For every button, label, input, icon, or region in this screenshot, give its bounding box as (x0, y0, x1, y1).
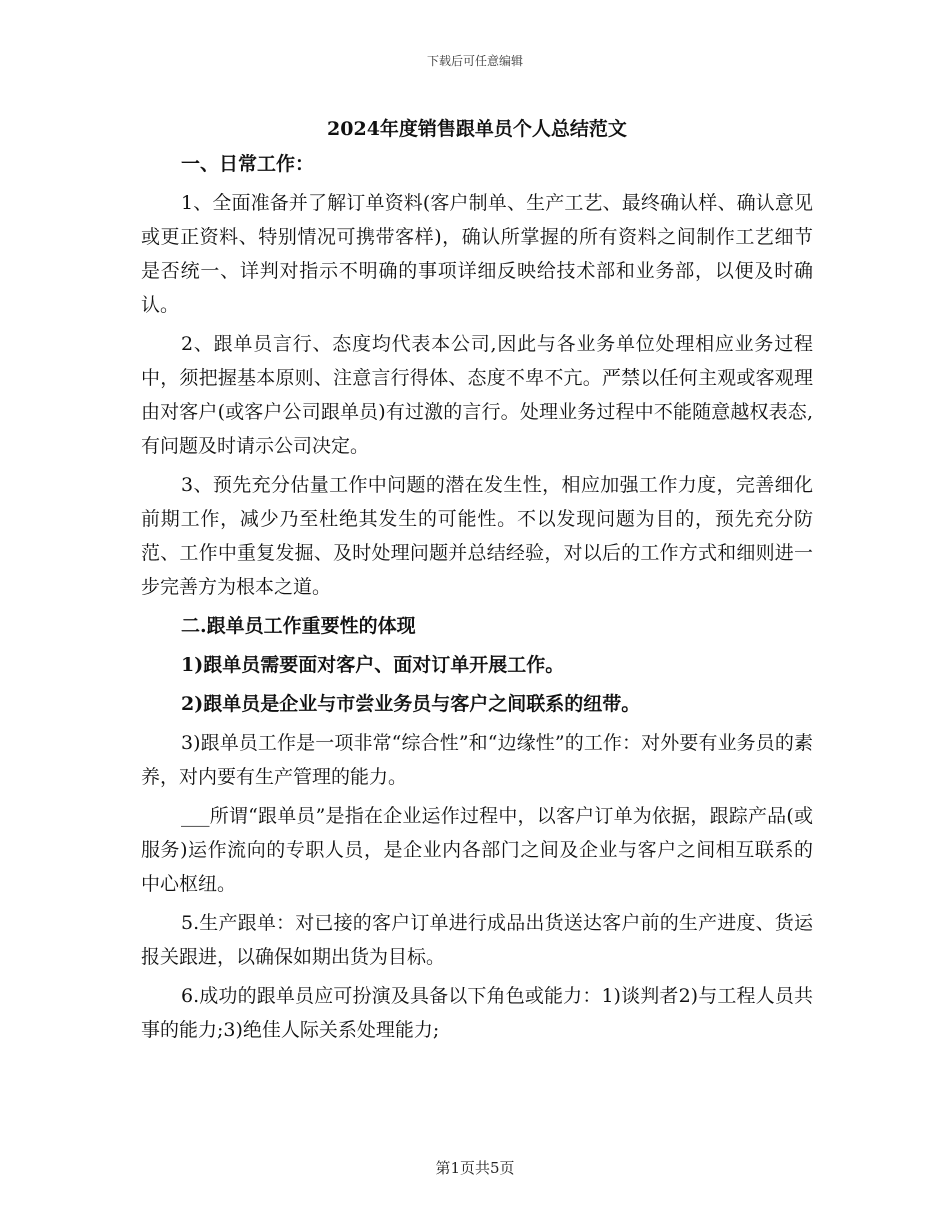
bold-item-1: 1)跟单员需要面对客户、面对订单开展工作。 (181, 654, 565, 676)
bold-item-2: 2)跟单员是企业与市尝业务员与客户之间联系的纽带。 (181, 693, 641, 715)
document-body (141, 112, 813, 1047)
section-heading-daily-work: 一、日常工作： (181, 153, 315, 175)
paragraph-4: 3)跟单员工作是一项非常“综合性”和“边缘性”的工作：对外要有业务员的素养，对内要有生产管理的能力。 (141, 732, 813, 788)
section-heading-importance: 二.跟单员工作重要性的体现 (181, 615, 416, 637)
paragraph-2: 2、跟单员言行、态度均代表本公司,因此与各业务单位处理相应业务过程中，须把握基本原则、注意言行得体、态度不卑不亢。严禁以任何主观或客观理由对客户(或客户公司跟单员)有过激的言行。处理业务过程中不能随意越权表态,有问题及时请示公司决定。 (141, 333, 813, 457)
paragraph-7: 6.成功的跟单员应可扮演及具备以下角色或能力：1)谈判者2)与工程人员共事的能力;3)绝佳人际关系处理能力; (141, 985, 813, 1041)
paragraph-5: ___所谓“跟单员”是指在企业运作过程中，以客户订单为依据，跟踪产品(或服务)运作流向的专职人员，是企业内各部门之间及企业与客户之间相互联系的中心枢纽。 (141, 805, 813, 895)
paragraph-6: 5.生产跟单：对已接的客户订单进行成品出货送达客户前的生产进度、货运报关跟进，以确保如期出货为目标。 (141, 912, 813, 968)
paragraph-3: 3、预先充分估量工作中问题的潜在发生性，相应加强工作力度，完善细化前期工作，减少乃至杜绝其发生的可能性。不以发现问题为目的，预先充分防范、工作中重复发掘、及时处理问题并总结经验，对以后的工作方式和细则进一步完善方为根本之道。 (141, 474, 813, 598)
document-title: 2024年度销售跟单员个人总结范文 (327, 118, 627, 140)
page-footer: 第1页共5页 (435, 1159, 515, 1177)
paragraph-1: 1、全面准备并了解订单资料(客户制单、生产工艺、最终确认样、确认意见或更正资料、特别情况可携带客样)，确认所掌握的所有资料之间制作工艺细节是否统一、详判对指示不明确的事项详细反映给技术部和业务部，以便及时确认。 (141, 192, 813, 316)
page-header: 下载后可任意编辑 (426, 54, 523, 68)
